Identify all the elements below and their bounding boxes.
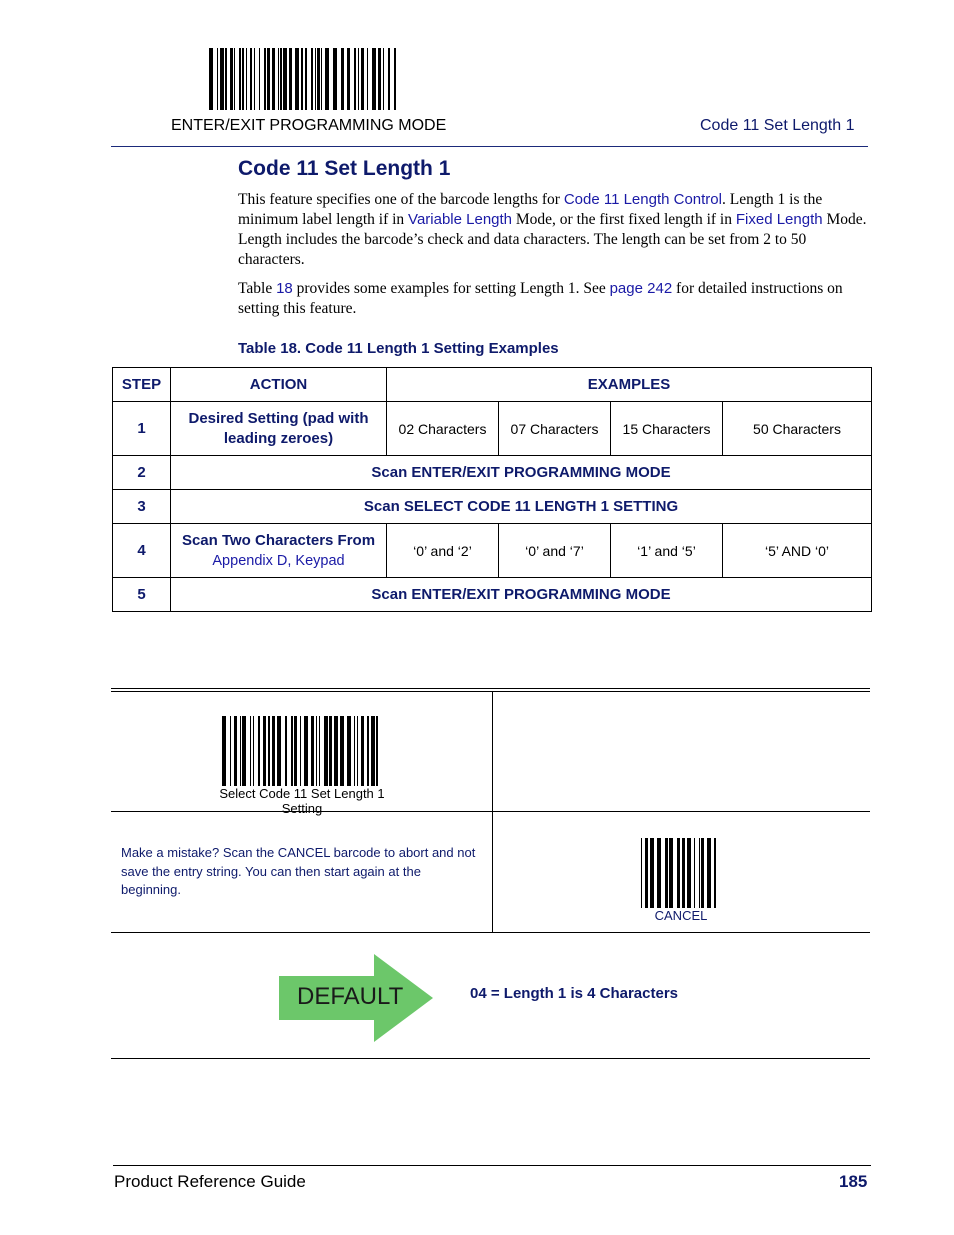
fixed-length-link[interactable]: Fixed Length	[735, 211, 823, 228]
page-number: 185	[839, 1172, 868, 1191]
default-badge-text: DEFAULT	[297, 983, 404, 1010]
step-cell: 1	[113, 402, 171, 456]
para-text: This feature specifies one of the barcode lengths for	[238, 191, 564, 208]
barcode-bar	[325, 48, 329, 110]
barcode-bar	[222, 716, 226, 786]
barcode-bar	[305, 48, 307, 110]
barcode-bar	[253, 716, 254, 786]
barcode-bar	[354, 48, 356, 110]
barcode-bar	[301, 48, 303, 110]
barcode-bar	[267, 48, 270, 110]
barcode-bar	[272, 48, 275, 110]
barcode-bar	[294, 716, 297, 786]
mistake-note: Make a mistake? Scan the CANCEL barcode to abort and not save the entry string. You can then start again at the beginning.	[121, 845, 476, 897]
barcode-bar	[321, 48, 322, 110]
barcode-bar	[357, 716, 358, 786]
barcode-bar	[239, 48, 241, 110]
barcode-bar	[317, 48, 320, 110]
barcode-bar	[316, 716, 317, 786]
table-reference-paragraph	[238, 279, 868, 319]
barcode-bar	[376, 716, 378, 786]
para-text: provides some examples for setting Length 1. See	[292, 280, 610, 297]
barcode-bar	[291, 716, 293, 786]
para-text: Mode. Length includes the barcode’s check and data characters. The length can be set from 2 to 50 characters.	[238, 211, 867, 268]
table-row	[113, 402, 872, 456]
barcode-bar	[361, 716, 364, 786]
para-text: Table	[238, 280, 277, 297]
example-cell: ‘0’ and ‘2’	[387, 524, 499, 578]
variable-length-link[interactable]: Variable Length	[408, 211, 513, 228]
barcode-bar	[329, 716, 332, 786]
instruction-cell: Scan SELECT CODE 11 LENGTH 1 SETTING	[171, 490, 872, 524]
barcode-bar	[699, 838, 700, 908]
barcode-bar	[694, 838, 695, 908]
barcode-bar	[333, 48, 337, 110]
barcode-bar	[361, 48, 364, 110]
barcode-bar	[383, 48, 384, 110]
section-end-divider	[111, 1058, 870, 1059]
barcode-bar	[701, 838, 704, 908]
barcode-bar	[234, 48, 235, 110]
barcode-bar	[278, 48, 279, 110]
grid-divider	[492, 691, 493, 933]
barcode-bar	[372, 48, 376, 110]
barcode-bar	[641, 838, 642, 908]
barcode-bar	[669, 838, 673, 908]
barcode-bar	[645, 838, 648, 908]
barcode-bar	[209, 48, 213, 110]
barcode-bar	[347, 716, 351, 786]
barcode-bar	[258, 716, 260, 786]
barcode-bar	[264, 48, 266, 110]
instruction-cell: Scan ENTER/EXIT PROGRAMMING MODE	[171, 456, 872, 490]
barcode-bar	[367, 48, 368, 110]
barcode-bar	[300, 716, 301, 786]
intro-paragraph	[238, 190, 868, 270]
footer-divider	[113, 1165, 871, 1166]
barcode-bar	[217, 48, 218, 110]
action-cell	[171, 524, 387, 578]
barcode-bar	[311, 716, 314, 786]
appendix-d-keypad-link[interactable]: Appendix D, Keypad	[212, 552, 345, 569]
grid-divider	[111, 688, 870, 689]
barcode-bar	[250, 716, 251, 786]
example-cell: 07 Characters	[499, 402, 611, 456]
step-cell: 3	[113, 490, 171, 524]
header-examples: EXAMPLES	[387, 368, 872, 402]
header-step: STEP	[113, 368, 171, 402]
barcode-bar	[354, 716, 355, 786]
barcode-bar	[311, 48, 313, 110]
barcode-bar	[234, 716, 237, 786]
step-cell: 4	[113, 524, 171, 578]
step-cell: 5	[113, 578, 171, 612]
barcode-bar	[277, 716, 281, 786]
cancel-barcode	[641, 838, 719, 908]
select-length-barcode-label: Select Code 11 Set Length 1 Setting	[219, 786, 385, 816]
barcode-bar	[378, 48, 381, 110]
barcode-bar	[285, 716, 287, 786]
example-cell: ‘1’ and ‘5’	[611, 524, 723, 578]
examples-table	[112, 367, 872, 612]
barcode-bar	[650, 838, 654, 908]
example-cell: ‘5’ AND ‘0’	[723, 524, 872, 578]
barcode-bar	[371, 716, 375, 786]
barcode-bar	[677, 838, 680, 908]
barcode-bar	[707, 838, 711, 908]
code11-length-control-link[interactable]: Code 11 Length Control	[563, 191, 722, 208]
select-length-barcode	[222, 716, 378, 786]
table-row	[113, 524, 872, 578]
barcode-bar	[295, 48, 299, 110]
para-text: for detailed instructions on setting this feature.	[238, 280, 843, 317]
header-barcode-label: ENTER/EXIT PROGRAMMING MODE	[171, 117, 447, 134]
barcode-bar	[230, 716, 231, 786]
example-cell: 50 Characters	[723, 402, 872, 456]
example-cell: ‘0’ and ‘7’	[499, 524, 611, 578]
barcode-bar	[289, 48, 292, 110]
example-cell: 15 Characters	[611, 402, 723, 456]
page-title: Code 11 Set Length 1	[238, 157, 451, 180]
barcode-bar	[263, 716, 266, 786]
barcode-bar	[259, 48, 260, 110]
barcode-bar	[358, 48, 359, 110]
header-section-title: Code 11 Set Length 1	[700, 117, 855, 134]
barcode-bar	[682, 838, 685, 908]
barcode-bar	[388, 48, 390, 110]
table-caption: Table 18. Code 11 Length 1 Setting Examples	[238, 340, 559, 357]
cancel-barcode-label: CANCEL	[654, 908, 708, 923]
step-cell: 2	[113, 456, 171, 490]
header-divider	[111, 146, 868, 147]
barcode-bar	[341, 48, 344, 110]
para-text: . Length 1 is the minimum label length if in	[238, 191, 823, 228]
barcode-bar	[283, 48, 287, 110]
barcode-bar	[242, 48, 244, 110]
header-action: ACTION	[171, 368, 387, 402]
barcode-bar	[230, 48, 233, 110]
barcode-bar	[242, 716, 246, 786]
default-setting-description: 04 = Length 1 is 4 Characters	[470, 985, 679, 1002]
barcode-bar	[665, 838, 668, 908]
barcode-bar	[315, 48, 316, 110]
page-242-link[interactable]: page 242	[609, 280, 673, 297]
table-row	[113, 490, 872, 524]
table-18-link[interactable]: 18	[276, 280, 293, 297]
barcode-bar	[250, 48, 252, 110]
barcode-bar	[334, 716, 338, 786]
example-cell: 02 Characters	[387, 402, 499, 456]
barcode-bar	[304, 716, 308, 786]
footer-guide-title: Product Reference Guide	[114, 1172, 306, 1191]
para-text: Mode, or the first fixed length if in	[512, 211, 736, 228]
barcode-bar	[687, 838, 691, 908]
barcode-bar	[714, 838, 716, 908]
table-row	[113, 578, 872, 612]
barcode-bar	[272, 716, 275, 786]
barcode-bar	[254, 48, 255, 110]
enter-exit-barcode	[209, 48, 396, 110]
barcode-bar	[246, 48, 247, 110]
barcode-bar	[657, 838, 661, 908]
action-text: Scan Two Characters From	[181, 531, 376, 549]
barcode-bar	[268, 716, 270, 786]
barcode-bar	[319, 716, 320, 786]
barcode-bar	[225, 48, 227, 110]
barcode-bar	[394, 48, 396, 110]
barcode-bar	[340, 716, 344, 786]
barcode-bar	[347, 48, 350, 110]
barcode-bar	[220, 48, 224, 110]
instruction-cell: Scan ENTER/EXIT PROGRAMMING MODE	[171, 578, 872, 612]
grid-divider	[111, 932, 870, 933]
barcode-bar	[240, 716, 241, 786]
barcode-bar	[280, 48, 282, 110]
barcode-bar	[367, 716, 369, 786]
grid-divider	[111, 691, 870, 692]
barcode-bar	[324, 716, 328, 786]
table-row	[113, 456, 872, 490]
action-cell: Desired Setting (pad with leading zeroes)	[171, 402, 387, 456]
